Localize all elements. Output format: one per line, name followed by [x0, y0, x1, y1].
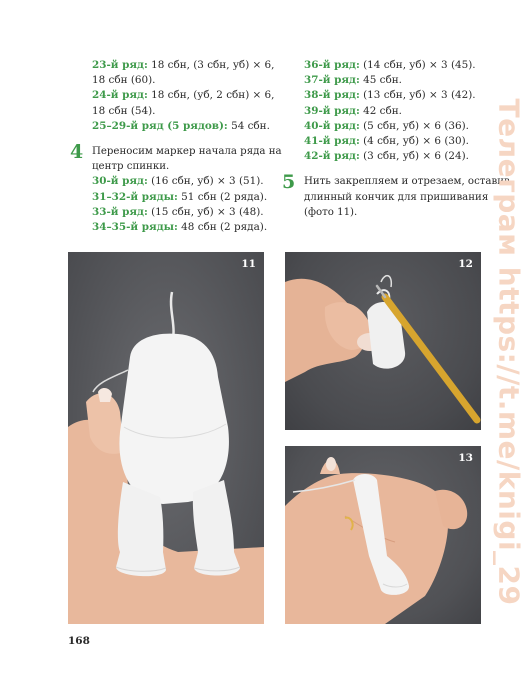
watermark-text: Телеграм https://t.me/knigi_29: [492, 98, 526, 606]
text-line: 42-й ряд: (3 сбн, уб) × 6 (24).: [304, 150, 469, 163]
text-line: 23-й ряд: 18 сбн, (3 сбн, уб) × 6,: [92, 59, 275, 71]
photo-13-illustration: [285, 446, 481, 624]
text-line: 33-й ряд: (15 сбн, уб) × 3 (48).: [92, 205, 264, 218]
text-line: 41-й ряд: (4 сбн, уб) × 6 (30).: [304, 135, 469, 148]
text-line: 38-й ряд: (13 сбн, уб) × 3 (42).: [304, 89, 476, 102]
left-column: [70, 58, 282, 235]
photo-number: 12: [458, 258, 473, 270]
photo-11-illustration: [68, 252, 264, 624]
step-text-line: Переносим маркер начала ряда на: [92, 146, 282, 158]
text-line: 37-й ряд: 45 сбн.: [304, 74, 402, 87]
watermark: [492, 52, 526, 652]
photo-12: [285, 252, 481, 430]
rows-36-42: [304, 58, 474, 164]
step-text-line: Нить закрепляем и отрезаем, оставив: [304, 176, 510, 188]
step-5: [282, 171, 510, 220]
text-line: 18 сбн (60).: [92, 74, 156, 87]
text-line: 30-й ряд: (16 сбн, уб) × 3 (51).: [92, 175, 264, 188]
step-text-line: центр спинки.: [92, 161, 170, 173]
text-line: 18 сбн (54).: [92, 104, 156, 117]
step-number: 4: [70, 141, 84, 164]
step-text-line: (фото 11).: [304, 206, 358, 218]
text-line: 36-й ряд: (14 сбн, уб) × 3 (45).: [304, 59, 476, 71]
photo-13: [285, 446, 481, 624]
text-line: 39-й ряд: 42 сбн.: [304, 104, 402, 117]
text-line: 31–32-й ряды: 51 сбн (2 ряда).: [92, 190, 268, 203]
step-4: [70, 141, 282, 235]
step-text-line: длинный кончик для пришивания: [304, 191, 489, 203]
text-line: 34–35-й ряды: 48 сбн (2 ряда).: [92, 221, 268, 234]
photo-12-illustration: [285, 252, 481, 430]
photo-number: 11: [241, 258, 256, 270]
photo-number: 13: [458, 452, 473, 464]
text-line: 25–29-й ряд (5 рядов): 54 сбн.: [92, 119, 270, 132]
right-column: [282, 58, 510, 220]
page-number: 168: [68, 635, 90, 647]
step-number: 5: [282, 171, 296, 194]
text-line: 24-й ряд: 18 сбн, (уб, 2 сбн) × 6,: [92, 89, 275, 102]
rows-23-29: [92, 58, 275, 134]
photo-11: [68, 252, 264, 624]
text-line: 40-й ряд: (5 сбн, уб) × 6 (36).: [304, 119, 469, 132]
